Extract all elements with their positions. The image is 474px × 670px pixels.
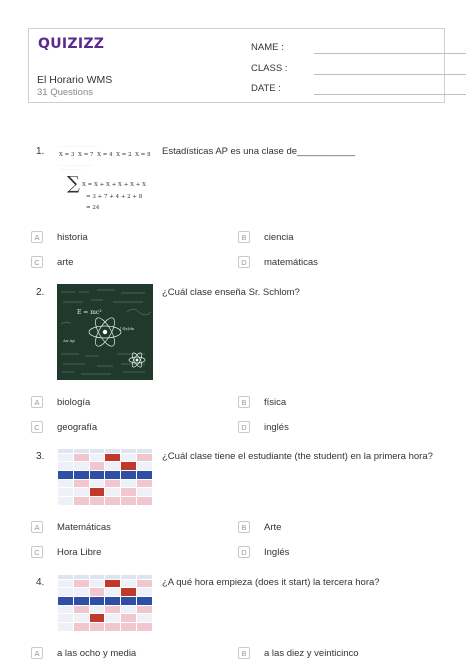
- option-letter: A: [31, 521, 43, 533]
- question-count: 31 Questions: [37, 87, 93, 98]
- question-text: Estadísticas AP es una clase de___________: [162, 146, 356, 157]
- option-a[interactable]: [31, 520, 111, 534]
- option-text: historia: [57, 231, 88, 243]
- option-letter: D: [238, 546, 250, 558]
- option-b[interactable]: [238, 646, 359, 660]
- option-text: Arte: [264, 521, 282, 533]
- option-c[interactable]: [31, 545, 101, 559]
- svg-text:Δx·Δp: Δx·Δp: [63, 338, 75, 343]
- question-image-schedule: [57, 448, 153, 506]
- option-letter: C: [31, 256, 43, 268]
- option-d[interactable]: [238, 255, 318, 269]
- option-a[interactable]: [31, 646, 136, 660]
- question-image-schedule: [57, 574, 153, 632]
- worksheet-header: [28, 28, 445, 103]
- class-field[interactable]: [314, 74, 466, 75]
- question-number: 4.: [36, 577, 45, 588]
- option-text: Matemáticas: [57, 521, 111, 533]
- option-letter: B: [238, 396, 250, 408]
- svg-text:E = mc²: E = mc²: [77, 309, 102, 316]
- option-letter: B: [238, 647, 250, 659]
- option-a[interactable]: [31, 230, 88, 244]
- option-letter: D: [238, 256, 250, 268]
- option-letter: D: [238, 421, 250, 433]
- option-a[interactable]: [31, 395, 90, 409]
- option-text: ciencia: [264, 231, 294, 243]
- name-label: NAME :: [251, 42, 284, 53]
- worksheet-title: El Horario WMS: [37, 74, 113, 86]
- class-label: CLASS :: [251, 63, 288, 74]
- schedule-table: [57, 574, 153, 632]
- option-text: a las ocho y media: [57, 647, 137, 659]
- option-c[interactable]: [31, 255, 73, 269]
- option-b[interactable]: [238, 395, 286, 409]
- question-image-chalkboard: [57, 284, 153, 380]
- option-letter: B: [238, 521, 250, 533]
- quizizz-logo: QUIZIZZ: [38, 36, 105, 52]
- option-text: geografía: [57, 421, 98, 433]
- option-text: física: [264, 396, 287, 408]
- option-b[interactable]: [238, 520, 281, 534]
- option-letter: A: [31, 396, 43, 408]
- question-number: 1.: [36, 146, 45, 157]
- question-text: ¿Cuál clase enseña Sr. Schlom?: [162, 287, 300, 298]
- option-text: a las diez y veinticinco: [264, 647, 359, 659]
- option-text: matemáticas: [264, 256, 318, 268]
- option-letter: C: [31, 421, 43, 433]
- question-text: ¿A qué hora empieza (does it start) la tercera hora?: [162, 577, 380, 588]
- option-text: biología: [57, 396, 91, 408]
- schedule-table: [57, 448, 153, 506]
- option-text: arte: [57, 256, 74, 268]
- option-c[interactable]: [31, 420, 97, 434]
- option-text: Hora Libre: [57, 546, 102, 558]
- svg-text:∫ f(x)dx: ∫ f(x)dx: [119, 326, 135, 331]
- atom-chalkboard-icon: [57, 284, 153, 380]
- option-text: inglés: [264, 421, 289, 433]
- date-label: DATE :: [251, 83, 281, 94]
- option-d[interactable]: [238, 420, 289, 434]
- date-field[interactable]: [314, 94, 466, 95]
- question-number: 2.: [36, 287, 45, 298]
- option-d[interactable]: [238, 545, 289, 559]
- option-letter: B: [238, 231, 250, 243]
- sigma-symbol: ∑: [67, 173, 80, 194]
- option-b[interactable]: [238, 230, 294, 244]
- question-text: ¿Cuál clase tiene el estudiante (the student) en la primera hora?: [162, 451, 433, 462]
- option-letter: A: [31, 231, 43, 243]
- option-letter: C: [31, 546, 43, 558]
- name-field[interactable]: [314, 53, 466, 54]
- question-number: 3.: [36, 451, 45, 462]
- question-image-formula: ···· ·········· ······ ······· ········· X = 3 X = 7 X = 4 X = 2 X = 8 ··· ······· ········ ······ ····· ······ ·········· ····· ∑ X = X + X + X + X + X = 3 + 7 + 4 + 2 + 8 = 24: [57, 143, 152, 215]
- option-letter: A: [31, 647, 43, 659]
- option-text: Inglés: [264, 546, 290, 558]
